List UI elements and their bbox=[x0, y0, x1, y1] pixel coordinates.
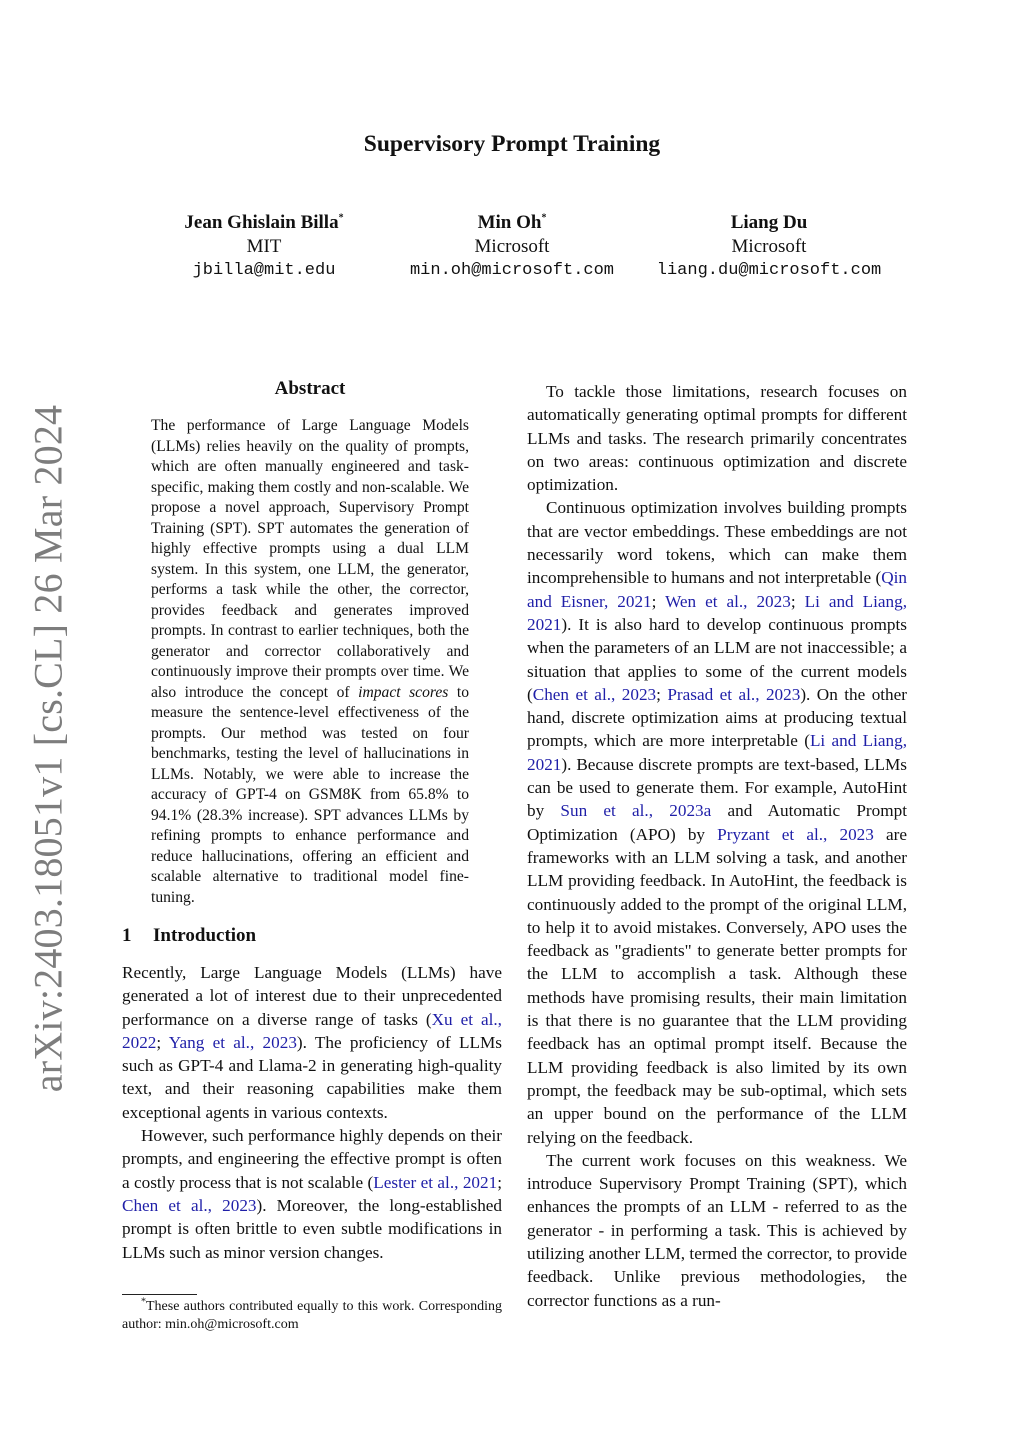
abstract-heading: Abstract bbox=[274, 378, 346, 399]
intro-paragraph: Recently, Large Language Models (LLMs) have generated a lot of interest due to their unprecedented performance on a diverse range of tasks (Xu et al., 2022; Yang et al., 2023). The proficiency of LLMs such as GPT-4 and Llama-2 in generating high-quality text, and their reasoning capabilities make them exceptional agents in various contexts. bbox=[122, 963, 502, 1122]
citation-link[interactable]: Li and Liang, 2021 bbox=[527, 591, 907, 634]
footnote-divider bbox=[122, 1294, 197, 1295]
citation-link[interactable]: Prasad et al., 2023 bbox=[667, 684, 801, 704]
footnote: *These authors contributed equally to this work. Corresponding author: min.oh@microsoft.com bbox=[122, 1296, 502, 1332]
author-affiliation: Microsoft bbox=[474, 236, 550, 257]
left-column-body bbox=[122, 961, 502, 1264]
body-paragraph: To tackle those limitations, research focuses on automatically generating optimal prompts for different LLMs and tasks. The research primarily concentrates on two areas: continuous optimization and discrete optimization. bbox=[527, 382, 907, 495]
citation-link[interactable]: Wen et al., 2023 bbox=[665, 591, 791, 611]
author-block bbox=[392, 211, 632, 283]
author-affiliation: Microsoft bbox=[731, 236, 807, 257]
citation-link[interactable]: Chen et al., 2023 bbox=[532, 684, 657, 704]
abstract-body: The performance of Large Language Models (LLMs) relies heavily on the quality of prompts, which are often manually engineered and task-specific, making them costly and non-scalable. We propose a novel approach, Supervisory Prompt Training (SPT). SPT automates the generation of highly effective prompts using a dual LLM system. In this system, one LLM, the generator, performs a task while the other, the corrector, provides feedback and generates improved prompts. In contrast to earlier techniques, both the generator and corrector collaboratively and continuously improve their prompts over time. We also introduce the concept of impact scores to measure the sentence-level effectiveness of the prompts. Our method was tested on four benchmarks, testing the level of hallucinations in LLMs. Notably, we were able to increase the accuracy of GPT-4 on GSM8K from 65.8% to 94.1% (28.3% increase). SPT advances LLMs by refining prompts to enhance performance and reduce hallucinations, offering an efficient and scalable alternative to traditional model fine-tuning. bbox=[151, 417, 470, 906]
paper-title: Supervisory Prompt Training bbox=[363, 131, 661, 157]
author-name: Liang Du bbox=[730, 212, 808, 233]
abstract-emphasis: impact scores bbox=[358, 683, 449, 701]
author-block bbox=[648, 211, 890, 283]
section-heading-introduction: 1 Introduction bbox=[122, 925, 257, 946]
citation-link[interactable]: Xu et al., 2022 bbox=[122, 1009, 502, 1052]
citation-link[interactable]: Lester et al., 2021 bbox=[373, 1172, 498, 1192]
author-email[interactable]: min.oh@microsoft.com bbox=[409, 261, 615, 280]
author-affiliation: MIT bbox=[246, 236, 282, 257]
author-email[interactable]: jbilla@mit.edu bbox=[192, 261, 336, 280]
author-name: Min Oh* bbox=[477, 212, 547, 233]
author-email[interactable]: liang.du@microsoft.com bbox=[656, 261, 882, 280]
author-name: Jean Ghislain Billa* bbox=[184, 212, 344, 233]
citation-link[interactable]: Li and Liang, 2021 bbox=[527, 731, 907, 774]
body-paragraph: Continuous optimization involves building prompts that are vector embeddings. These embeddings are not necessarily word tokens, which can make them incomprehensible to humans and not interpretable (Qin and Eisner, 2021; Wen et al., 2023; Li and Liang, 2021). It is also hard to develop continuous prompts when the parameters of an LLM are not inaccessible; a situation that applies to some of the current models (Chen et al., 2023; Prasad et al., 2023). On the other hand, discrete optimization aims at producing textual prompts, which are more interpretable (Li and Liang, 2021). Because discrete prompts are text-based, LLMs can be used to generate them. For example, AutoHint by Sun et al., 2023a and Automatic Prompt Optimization (APO) by Pryzant et al., 2023 are frameworks with an LLM solving a task, and another LLM providing feedback. In AutoHint, the feedback is continuously added to the prompt of the original LLM, to help it to avoid mistakes. Conversely, APO uses the feedback as "gradients" to generate better prompts for the LLM to accomplish a task. Although these methods have promising results, their main limitation is that there is no guarantee that the LLM providing feedback has an optimal prompt itself. Because the LLM providing feedback is also limited by its own prompt, the feedback may be sub-optimal, which sets an upper bound on the performance of the LLM relying on the feedback. bbox=[527, 498, 908, 1147]
citation-link[interactable]: Pryzant et al., 2023 bbox=[717, 824, 874, 844]
citation-link[interactable]: Qin and Eisner, 2021 bbox=[527, 568, 907, 611]
citation-link[interactable]: Chen et al., 2023 bbox=[122, 1195, 257, 1215]
body-paragraph: The current work focuses on this weakness. We introduce Supervisory Prompt Training (SPT), which enhances the prompts of an LLM - referred to as the generator - in performing a task. This is achieved by utilizing another LLM, termed the corrector, to provide feedback. Unlike previous methodologies, the corrector functions as a run- bbox=[527, 1150, 907, 1310]
author-block bbox=[150, 211, 378, 283]
citation-link[interactable]: Yang et al., 2023 bbox=[168, 1032, 297, 1052]
right-column-body bbox=[527, 380, 907, 1312]
arxiv-identifier-text: arXiv:2403.18051v1 [cs.CL] 26 Mar 2024 bbox=[25, 404, 71, 1092]
citation-link[interactable]: Sun et al., 2023a bbox=[560, 801, 712, 821]
arxiv-identifier-stamp bbox=[20, 404, 76, 1092]
intro-paragraph: However, such performance highly depends on their prompts, and engineering the effective prompt is often a costly process that is not scalable (Lester et al., 2021; Chen et al., 2023). Moreover, the long-established prompt is often brittle to even subtle modifications in LLMs such as minor version changes. bbox=[122, 1126, 503, 1262]
